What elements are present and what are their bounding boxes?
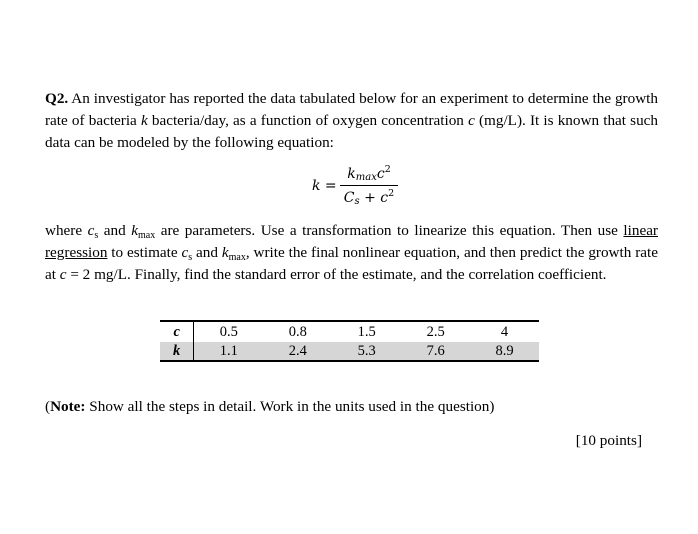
equation-numerator: $k_{max}c^2$ (347, 164, 391, 183)
data-table (160, 320, 539, 362)
table-cell: 8.9 (470, 342, 539, 361)
instructions-paragraph: where $c_s$ and $k_{max}$ are parameters. Use a transformation to linearize this equation. Then use linear regression to estimate $c_s$ and $k_{max}$, write the final nonlinear equation, and then predict the growth rate at c = 2 mg/L. Finally, find the standard error of the estimate, and the correlation coefficient. (45, 222, 658, 283)
table-cell: 5.3 (332, 342, 401, 361)
table-cell: 1.1 (194, 342, 264, 361)
note-text: (Note: Show all the steps in detail. Work in the units used in the question) (45, 398, 495, 415)
row-label-k: k (160, 342, 194, 361)
points-label: [10 points] (575, 432, 642, 449)
table-cell: 1.5 (332, 321, 401, 342)
table-row-k (160, 342, 539, 361)
row-label-c: c (160, 321, 194, 342)
table-cell: 7.6 (401, 342, 470, 361)
question-paragraph: Q2. An investigator has reported the data tabulated below for an experiment to determine the growth rate of bacteria k bacteria/day, as a function of oxygen concentration c (mg/L). It is known that such data can be modeled by the following equation: (45, 90, 658, 151)
table-cell: 4 (470, 321, 539, 342)
equation-fraction (340, 164, 398, 208)
linear-regression-link[interactable]: linear regression (45, 222, 658, 261)
table-row-c (160, 321, 539, 342)
table-cell: 0.8 (263, 321, 332, 342)
table-cell: 2.4 (263, 342, 332, 361)
equation-denominator: $C_s + c^2$ (343, 188, 395, 207)
equation-lhs: k = (312, 178, 337, 194)
table-cell: 2.5 (401, 321, 470, 342)
table-cell: 0.5 (194, 321, 264, 342)
fraction-bar (340, 185, 398, 186)
question-label: Q2. (45, 90, 69, 107)
